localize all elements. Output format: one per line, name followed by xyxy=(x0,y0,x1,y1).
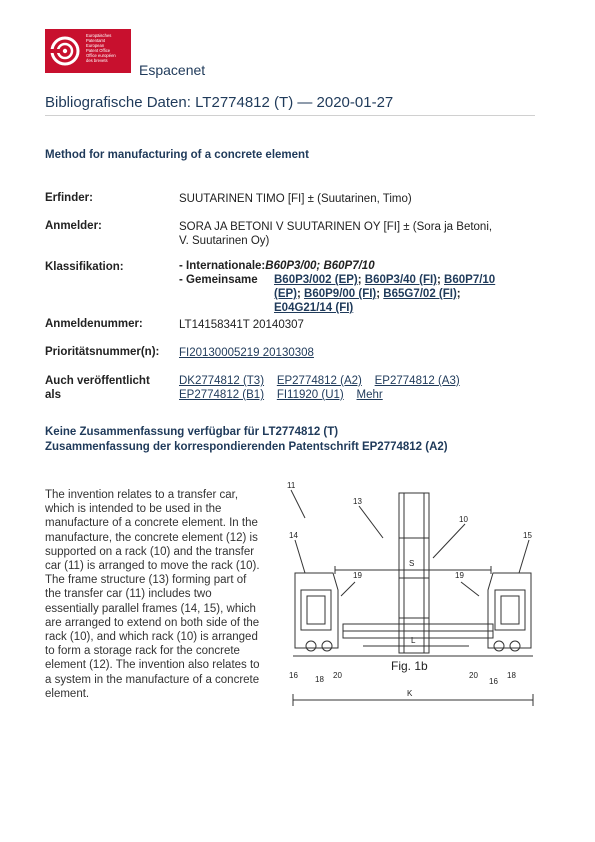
label-13: 13 xyxy=(353,497,362,506)
applicant-label: Anmelder: xyxy=(45,220,102,232)
international-label: - Internationale: xyxy=(179,260,266,272)
also-published-label: Auch veröffentlicht als xyxy=(45,375,150,401)
drawing-svg xyxy=(283,478,543,710)
common-label: - Gemeinsame xyxy=(179,274,258,286)
cpc-link[interactable]: (EP) xyxy=(274,288,297,300)
label-19-left: 19 xyxy=(353,571,362,580)
classification-common-line-2: (EP); B60P9/00 (FI); B65G7/02 (FI); xyxy=(274,288,461,300)
inventor-value: SUUTARINEN TIMO [FI] ± (Suutarinen, Timo) xyxy=(179,193,412,205)
also-published-list xyxy=(179,374,460,402)
inventor-label: Erfinder: xyxy=(45,192,93,204)
label-16-right: 16 xyxy=(489,677,498,686)
applicant-value xyxy=(179,220,492,248)
brand-name: Espacenet xyxy=(139,62,206,78)
classification-international: - Internationale:B60P3/00; B60P7/10 xyxy=(179,260,375,272)
application-number-value: LT14158341T 20140307 xyxy=(179,319,304,331)
classification-common: - Gemeinsame B60P3/002 (EP); B60P3/40 (FI); B60P7/10 xyxy=(179,274,496,286)
label-14: 14 xyxy=(289,531,298,540)
label-15: 15 xyxy=(523,531,532,540)
publication-link[interactable]: FI11920 (U1) xyxy=(276,389,344,401)
more-link[interactable]: Mehr xyxy=(356,389,383,401)
label-l: L xyxy=(411,636,416,645)
publication-link[interactable]: EP2774812 (B1) xyxy=(179,389,265,401)
label-20-left: 20 xyxy=(333,671,342,680)
abstract-text: The invention relates to a transfer car, which is intended to be used in the manufacture of a concrete element. In the manufacture, the concrete element (12) is supported on a rack (10) and the transfer car (11) is arranged to move the rack (10). The frame structure (13) forming part of the transfer car (11) includes two essentially parallel frames (14, 15), which are arranged to extend on both side of the rack (10), and which rack (10) is arranged to form a storage rack for the concrete element (12). The invention also relates to a system in the manufacture of a concrete element. xyxy=(45,489,260,700)
classification-value xyxy=(179,259,496,315)
label-11: 11 xyxy=(287,481,296,490)
cpc-link[interactable]: B65G7/02 (FI) xyxy=(383,288,457,300)
label-s: S xyxy=(409,559,415,568)
page-title: Bibliografische Daten: LT2774812 (T) — 2020-01-27 xyxy=(45,94,394,111)
cpc-link[interactable]: B60P3/002 (EP) xyxy=(274,274,358,286)
priority-link[interactable]: FI20130005219 20130308 xyxy=(179,347,314,359)
publication-link[interactable]: EP2774812 (A2) xyxy=(276,375,362,387)
classification-common-line-3 xyxy=(179,301,461,315)
int-code[interactable]: B60P3/00 xyxy=(265,260,317,272)
label-18-left: 18 xyxy=(315,675,324,684)
cpc-link[interactable]: B60P7/10 xyxy=(444,274,496,286)
application-number-label: Anmeldenummer: xyxy=(45,318,143,330)
label-20-right: 20 xyxy=(469,671,478,680)
patent-drawing[interactable] xyxy=(283,478,543,710)
epo-logo[interactable] xyxy=(45,29,131,73)
cpc-link[interactable]: B60P3/40 (FI) xyxy=(364,274,438,286)
abstract-notice: Keine Zusammenfassung verfügbar für LT2774812 (T) Zusammenfassung der korrespondierenden Patentschrift EP2774812 (A2) xyxy=(45,426,448,453)
priority-label: Prioritätsnummer(n): xyxy=(45,346,160,358)
publication-link[interactable]: DK2774812 (T3) xyxy=(179,375,265,387)
int-code[interactable]: B60P7/10 xyxy=(323,260,375,272)
epo-emblem-icon xyxy=(45,29,85,73)
label-k: K xyxy=(407,689,413,698)
label-10: 10 xyxy=(459,515,468,524)
cpc-link[interactable]: B60P9/00 (FI) xyxy=(304,288,377,300)
applicant-line-2: V. Suutarinen Oy) xyxy=(179,235,270,247)
logo-text: Europäisches Patentamt European Patent Office Office européen des brevets xyxy=(86,33,116,63)
applicant-line-1: SORA JA BETONI V SUUTARINEN OY [FI] ± (Sora ja Betoni, xyxy=(179,221,493,233)
cpc-link[interactable]: E04G21/14 (FI) xyxy=(274,302,354,314)
title-divider xyxy=(45,115,535,116)
label-18-right: 18 xyxy=(507,671,516,680)
classification-label: Klassifikation: xyxy=(45,261,124,273)
label-16-left: 16 xyxy=(289,671,298,680)
label-19-right: 19 xyxy=(455,571,464,580)
publication-link[interactable]: EP2774812 (A3) xyxy=(374,375,460,387)
invention-title: Method for manufacturing of a concrete element xyxy=(45,149,309,161)
figure-caption: Fig. 1b xyxy=(391,659,428,673)
